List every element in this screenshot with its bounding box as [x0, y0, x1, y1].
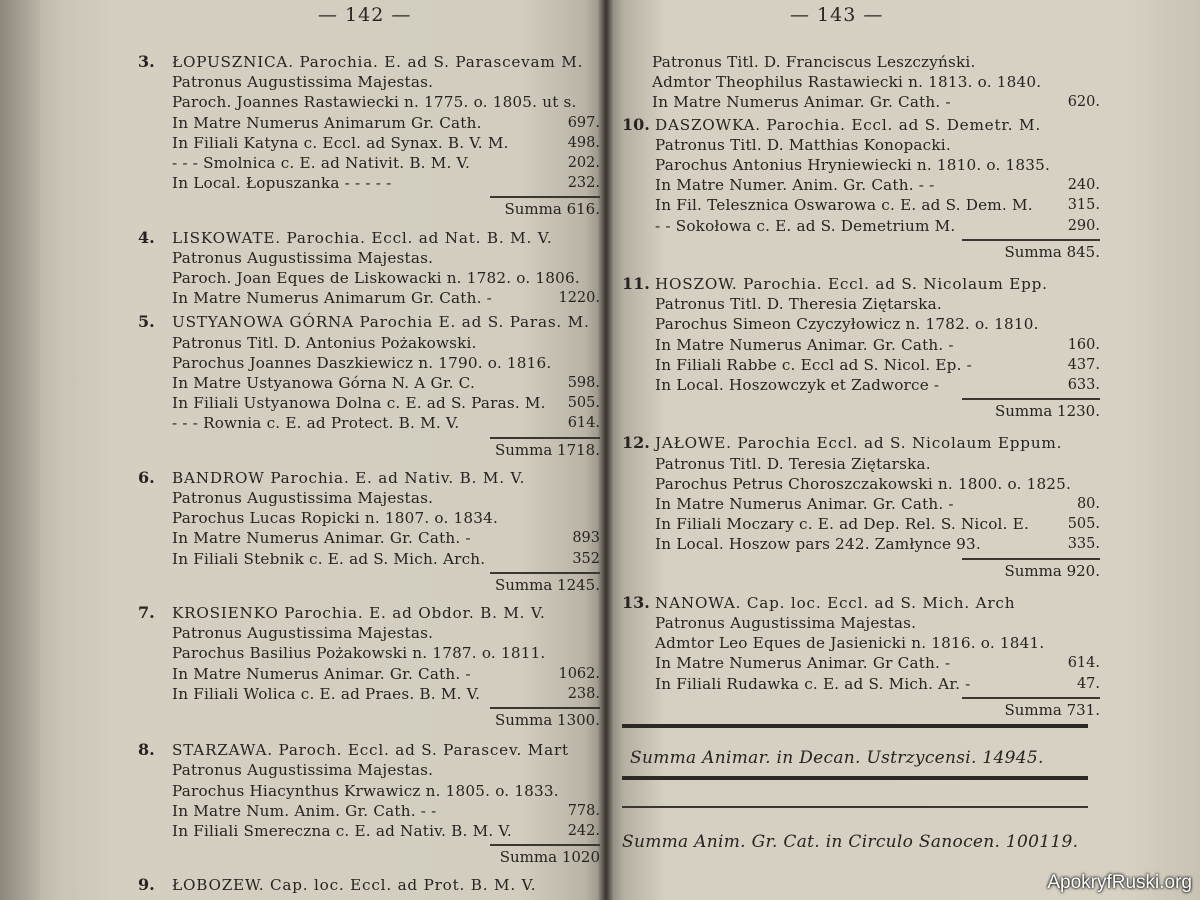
- entry-row-value: 315.: [1067, 197, 1100, 214]
- entry-summa: Summa 1230.: [994, 402, 1100, 421]
- lead-line: Patronus Titl. D. Franciscus Leszczyński.: [652, 53, 976, 71]
- entry-line: Patronus Augustissima Majestas.: [172, 761, 434, 780]
- entry-row-value: 80.: [1076, 496, 1100, 512]
- entry-row-value: 498.: [567, 134, 600, 151]
- entry-title: KROSIENKO Parochia. E. ad Obdor. B. M. V.: [172, 604, 546, 622]
- entry-summa: Summa 616.: [504, 200, 600, 219]
- entry-row-label: - - - Smolnica c. E. ad Nativit. B. M. V.: [172, 154, 471, 172]
- entry-row-label: In Filiali Moczary c. E. ad Dep. Rel. S. Nicol. E.: [655, 515, 1029, 534]
- entry-row-label: In Matre Num. Anim. Gr. Cath. - -: [172, 801, 437, 820]
- entry-row-label: In Matre Numerus Animar. Gr. Cath. -: [655, 335, 954, 354]
- watermark: ApokryfRuski.org: [1047, 872, 1192, 893]
- entry-title: STARZAWA. Paroch. Eccl. ad S. Parascev. Mart: [172, 741, 569, 760]
- entry-title: DASZOWKA. Parochia. Eccl. ad S. Demetr. M.: [655, 115, 1041, 134]
- entry-row-value: 202.: [567, 155, 600, 171]
- entry-row-value: 614.: [567, 415, 600, 432]
- entry-row-label: In Local. Hoszowczyk et Zadworce -: [655, 376, 940, 394]
- entry-line: Parochus Simeon Czyczyłowicz n. 1782. o. 1810.: [655, 315, 1039, 334]
- entry-title: LISKOWATE. Parochia. Eccl. ad Nat. B. M. V.: [172, 228, 553, 247]
- entry-row-label: - - - Rownia c. E. ad Protect. B. M. V.: [172, 414, 460, 433]
- entry-line: Patronus Titl. D. Antonius Pożakowski.: [172, 333, 477, 352]
- entry-number: 12.: [622, 433, 650, 453]
- entry-row-value: 598.: [567, 375, 600, 391]
- entry-row-label: In Matre Numerus Animar. Gr. Cath. -: [655, 495, 954, 513]
- entry-number: 9.: [138, 875, 155, 895]
- summa-rule: [962, 398, 1100, 400]
- entry-line: Patronus Augustissima Majestas.: [172, 248, 434, 267]
- summa-rule: [962, 697, 1100, 699]
- decanate-rule-top: [622, 724, 1088, 728]
- entry-row-label: In Matre Ustyanowa Górna N. A Gr. C.: [172, 374, 475, 392]
- entry-row-value: 633.: [1067, 377, 1100, 393]
- entry-line: Admtor Leo Eques de Jasienicki n. 1816. o. 1841.: [655, 634, 1045, 653]
- entry-title: BANDROW Parochia. E. ad Nativ. B. M. V.: [172, 468, 526, 487]
- entry-row-label: In Fil. Telesznica Oswarowa c. E. ad S. Dem. M.: [655, 196, 1033, 215]
- entry-line: Patronus Titl. D. Teresia Ziętarska.: [655, 454, 931, 473]
- entry-row-label: In Filiali Wolica c. E. ad Praes. B. M. V.: [172, 684, 481, 703]
- entry-line: Parochus Lucas Ropicki n. 1807. o. 1834.: [172, 509, 499, 528]
- entry-summa: Summa 1718.: [494, 440, 600, 459]
- entry-row-value: 697.: [567, 114, 600, 131]
- entry-number: 10.: [622, 114, 650, 134]
- entry-row-label: In Matre Numerus Animarum Gr. Cath.: [172, 113, 482, 132]
- entry-title: ŁOPUSZNICA. Parochia. E. ad S. Parascevam M.: [172, 53, 584, 71]
- entry-line: Paroch. Joannes Rastawiecki n. 1775. o. 1805. ut s.: [172, 93, 577, 112]
- entry-line: Patronus Augustissima Majestas.: [655, 614, 917, 632]
- entry-summa: Summa 731.: [1004, 700, 1100, 719]
- entry-row-label: In Matre Numerus Animar. Gr. Cath. -: [172, 664, 471, 683]
- entry-line: Paroch. Joan Eques de Liskowacki n. 1782. o. 1806.: [172, 269, 580, 287]
- entry-row-label: In Matre Numerus Animar. Gr. Cath. -: [172, 529, 471, 548]
- summa-rule: [490, 196, 600, 198]
- entry-row-label: In Filiali Rudawka c. E. ad S. Mich. Ar. -: [655, 674, 971, 693]
- entry-title: HOSZOW. Parochia. Eccl. ad S. Nicolaum Epp.: [655, 275, 1048, 293]
- entry-title: USTYANOWA GÓRNA Parochia E. ad S. Paras. M.: [172, 313, 590, 332]
- summa-rule: [490, 844, 600, 846]
- entry-row-value: 290.: [1067, 217, 1100, 234]
- entry-line: Patronus Augustissima Majestas.: [172, 73, 434, 92]
- entry-line: Parochus Hiacynthus Krwawicz n. 1805. o. 1833.: [172, 781, 559, 800]
- entry-row-value: 778.: [567, 802, 600, 819]
- entry-row-value: 1062.: [558, 665, 600, 682]
- summa-rule: [962, 558, 1100, 560]
- entry-title: NANOWA. Cap. loc. Eccl. ad S. Mich. Arch: [655, 593, 1016, 612]
- entry-row-label: In Matre Numer. Anim. Gr. Cath. - -: [655, 176, 935, 195]
- entry-title: ŁOBOZEW. Cap. loc. Eccl. ad Prot. B. M. V.: [172, 876, 537, 895]
- entry-row-value: 160.: [1067, 336, 1100, 353]
- entry-row-label: In Filiali Katyna c. Eccl. ad Synax. B. V. M.: [172, 133, 509, 152]
- entry-line: Patronus Titl. D. Theresia Ziętarska.: [655, 295, 942, 314]
- entry-number: 6.: [138, 467, 155, 487]
- entry-row-label: In Filiali Stebnik c. E. ad S. Mich. Arch.: [172, 549, 486, 568]
- summa-rule: [490, 437, 600, 439]
- entry-row-value: 1220.: [558, 290, 600, 307]
- circle-total: Summa Anim. Gr. Cat. in Circulo Sanocen. 100119.: [622, 832, 1079, 852]
- entry-row-value: 505.: [1067, 516, 1100, 533]
- summa-rule: [490, 707, 600, 709]
- summa-rule: [490, 572, 600, 574]
- lead-line: Admtor Theophilus Rastawiecki n. 1813. o. 1840.: [652, 73, 1042, 92]
- entry-line: Patronus Titl. D. Matthias Konopacki.: [655, 135, 951, 154]
- entry-number: 5.: [138, 312, 155, 332]
- entry-number: 4.: [138, 227, 155, 247]
- entry-number: 11.: [622, 274, 650, 293]
- entry-line: Parochus Petrus Choroszczakowski n. 1800. o. 1825.: [655, 474, 1072, 493]
- entry-row-value: 437.: [1067, 356, 1100, 373]
- circle-rule: [622, 806, 1088, 808]
- book-gutter: [598, 0, 614, 900]
- entry-row-value: 620.: [1067, 94, 1100, 111]
- entry-row-label: In Local. Hoszow pars 242. Zamłynce 93.: [655, 535, 981, 554]
- entry-row-value: 352: [572, 550, 600, 567]
- decanate-total: Summa Animar. in Decan. Ustrzycensi. 14945.: [630, 748, 1044, 768]
- entry-row-label: In Matre Numerus Animar. Gr. Cath. -: [652, 93, 951, 112]
- entry-row-value: 238.: [567, 685, 600, 702]
- entry-summa: Summa 1245.: [494, 575, 600, 594]
- entry-row-value: 232.: [567, 175, 600, 192]
- left-page-number: — 142 —: [318, 4, 412, 26]
- entry-row-label: In Filiali Ustyanowa Dolna c. E. ad S. Paras. M.: [172, 394, 546, 413]
- entry-summa: Summa 1020: [499, 848, 600, 867]
- entry-row-value: 335.: [1067, 536, 1100, 553]
- entry-row-label: In Local. Łopuszanka - - - - -: [172, 174, 392, 193]
- entry-row-label: In Matre Numerus Animarum Gr. Cath. -: [172, 289, 492, 308]
- entry-row-label: - - Sokołowa c. E. ad S. Demetrium M.: [655, 216, 956, 235]
- entry-summa: Summa 1300.: [494, 711, 600, 729]
- entry-row-label: In Filiali Rabbe c. Eccl ad S. Nicol. Ep. -: [655, 355, 972, 374]
- left-page-edge: [0, 0, 40, 900]
- entry-row-value: 614.: [1067, 655, 1100, 672]
- entry-summa: Summa 920.: [1004, 561, 1100, 580]
- entry-row-value: 893: [572, 530, 600, 547]
- entry-row-value: 47.: [1076, 675, 1100, 692]
- right-page-number: — 143 —: [790, 4, 884, 26]
- summa-rule: [962, 239, 1100, 241]
- entry-line: Parochus Basilius Pożakowski n. 1787. o. 1811.: [172, 644, 546, 663]
- entry-line: Patronus Augustissima Majestas.: [172, 624, 434, 643]
- entry-summa: Summa 845.: [1004, 242, 1100, 261]
- entry-row-value: 242.: [567, 823, 600, 839]
- entry-line: Patronus Augustissima Majestas.: [172, 489, 434, 507]
- entry-line: Parochus Joannes Daszkiewicz n. 1790. o. 1816.: [172, 353, 552, 372]
- entry-row-value: 240.: [1067, 177, 1100, 194]
- entry-number: 3.: [138, 52, 155, 71]
- entry-number: 8.: [138, 740, 155, 760]
- entry-title: JAŁOWE. Parochia Eccl. ad S. Nicolaum Eppum.: [655, 434, 1063, 453]
- decanate-rule-bottom: [622, 776, 1088, 780]
- entry-row-label: In Filiali Smereczna c. E. ad Nativ. B. M. V.: [172, 822, 512, 840]
- entry-row-label: In Matre Numerus Animar. Gr Cath. -: [655, 654, 951, 673]
- entry-number: 13.: [622, 592, 650, 612]
- entry-row-value: 505.: [567, 395, 600, 412]
- entry-number: 7.: [138, 603, 155, 622]
- entry-line: Parochus Antonius Hryniewiecki n. 1810. o. 1835.: [655, 156, 1051, 174]
